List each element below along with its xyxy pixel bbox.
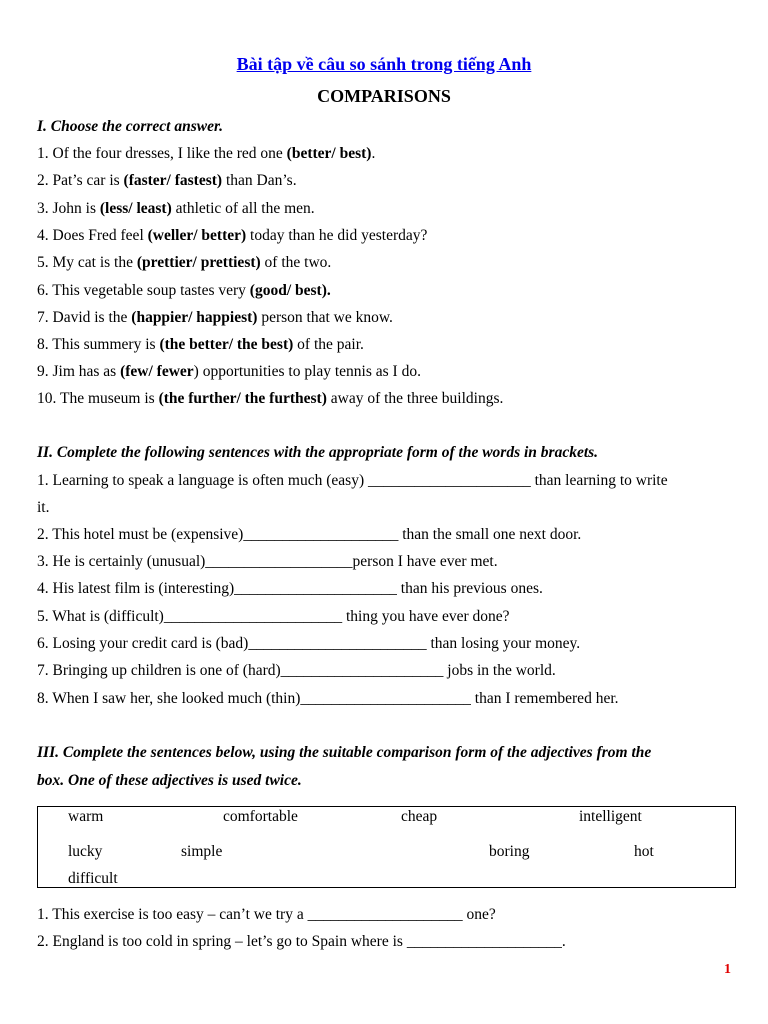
section-1-item [37,308,393,328]
answer-options: (happier/ happiest) [131,309,258,326]
adjective-word: cheap [401,808,438,825]
adjective-word: difficult [68,870,118,887]
item-text: of the pair. [293,336,364,353]
item-text: athletic of all the men. [171,200,315,217]
document-title-link[interactable]: Bài tập về câu so sánh trong tiếng Anh [236,54,532,74]
section-2-item: 4. His latest film is (interesting)_____________________ than his previous ones. [37,580,543,597]
section-1-item [37,362,421,382]
section-2-item: 7. Bringing up children is one of (hard)_____________________ jobs in the world. [37,662,556,679]
adjective-word: lucky [68,843,103,860]
document-title: COMPARISONS [317,86,451,106]
item-text: 2. Pat’s car is [37,172,124,189]
section-1-heading: I. Choose the correct answer. [37,118,224,135]
item-text: . [371,145,376,162]
item-text: 4. Does Fred feel [37,227,148,244]
answer-options: (the better/ the best) [159,336,294,353]
adjective-word: simple [181,843,223,860]
answer-options: (better/ best) [286,145,372,162]
item-text: away of the three buildings. [326,390,504,407]
section-2-heading: II. Complete the following sentences with the appropriate form of the words in brackets. [37,444,599,461]
item-text: 10. The museum is [37,390,159,407]
adjective-word: warm [68,808,104,825]
item-text: 3. John is [37,200,100,217]
section-1-item [37,171,297,191]
answer-options: (few/ fewer [120,363,194,380]
adjective-word: boring [489,843,530,860]
answer-options: (the further/ the furthest) [158,390,327,407]
section-3-heading-line-1: III. Complete the sentences below, using the suitable comparison form of the adjectives from the [37,744,652,761]
item-text: 6. This vegetable soup tastes very [37,282,250,299]
adjective-word: hot [634,843,654,860]
item-text: 1. Of the four dresses, I like the red one [37,145,287,162]
adjective-word: comfortable [223,808,298,825]
section-1-item [37,335,364,355]
section-2-item: 8. When I saw her, she looked much (thin)______________________ than I remembered her. [37,690,619,707]
item-text: 8. This summery is [37,336,160,353]
section-2-item: 6. Losing your credit card is (bad)_______________________ than losing your money. [37,635,581,652]
section-1-item [37,144,375,164]
item-text: today than he did yesterday? [246,227,428,244]
section-1-item [37,389,503,409]
adjective-box [37,806,736,888]
section-2-item: 3. He is certainly (unusual)___________________person I have ever met. [37,553,498,570]
item-text: ) opportunities to play tennis as I do. [193,363,421,380]
section-1-item [37,253,331,273]
section-2-item: it. [37,499,50,516]
answer-options: (weller/ better) [147,227,247,244]
answer-options: (less/ least) [99,200,172,217]
section-2-item: 5. What is (difficult)_______________________ thing you have ever done? [37,608,510,625]
section-1-item [37,226,427,246]
section-3-item: 1. This exercise is too easy – can’t we try a ____________________ one? [37,906,496,923]
answer-options: (prettier/ prettiest) [136,254,261,271]
section-3-heading-line-2: box. One of these adjectives is used twice. [37,772,302,789]
section-1-item [37,281,331,301]
item-text: person that we know. [257,309,393,326]
answer-options: (good/ best). [249,282,331,299]
item-text: 7. David is the [37,309,132,326]
section-2-item: 2. This hotel must be (expensive)____________________ than the small one next door. [37,526,582,543]
section-1-item [37,199,315,219]
item-text: 9. Jim has as [37,363,121,380]
adjective-word: intelligent [579,808,642,825]
section-2-item: 1. Learning to speak a language is often much (easy) _____________________ than learning to write [37,472,668,489]
answer-options: (faster/ fastest) [123,172,223,189]
page-number: 1 [724,962,731,977]
item-text: 5. My cat is the [37,254,137,271]
section-3-item: 2. England is too cold in spring – let’s go to Spain where is ____________________. [37,933,566,950]
item-text: of the two. [260,254,332,271]
item-text: than Dan’s. [222,172,297,189]
